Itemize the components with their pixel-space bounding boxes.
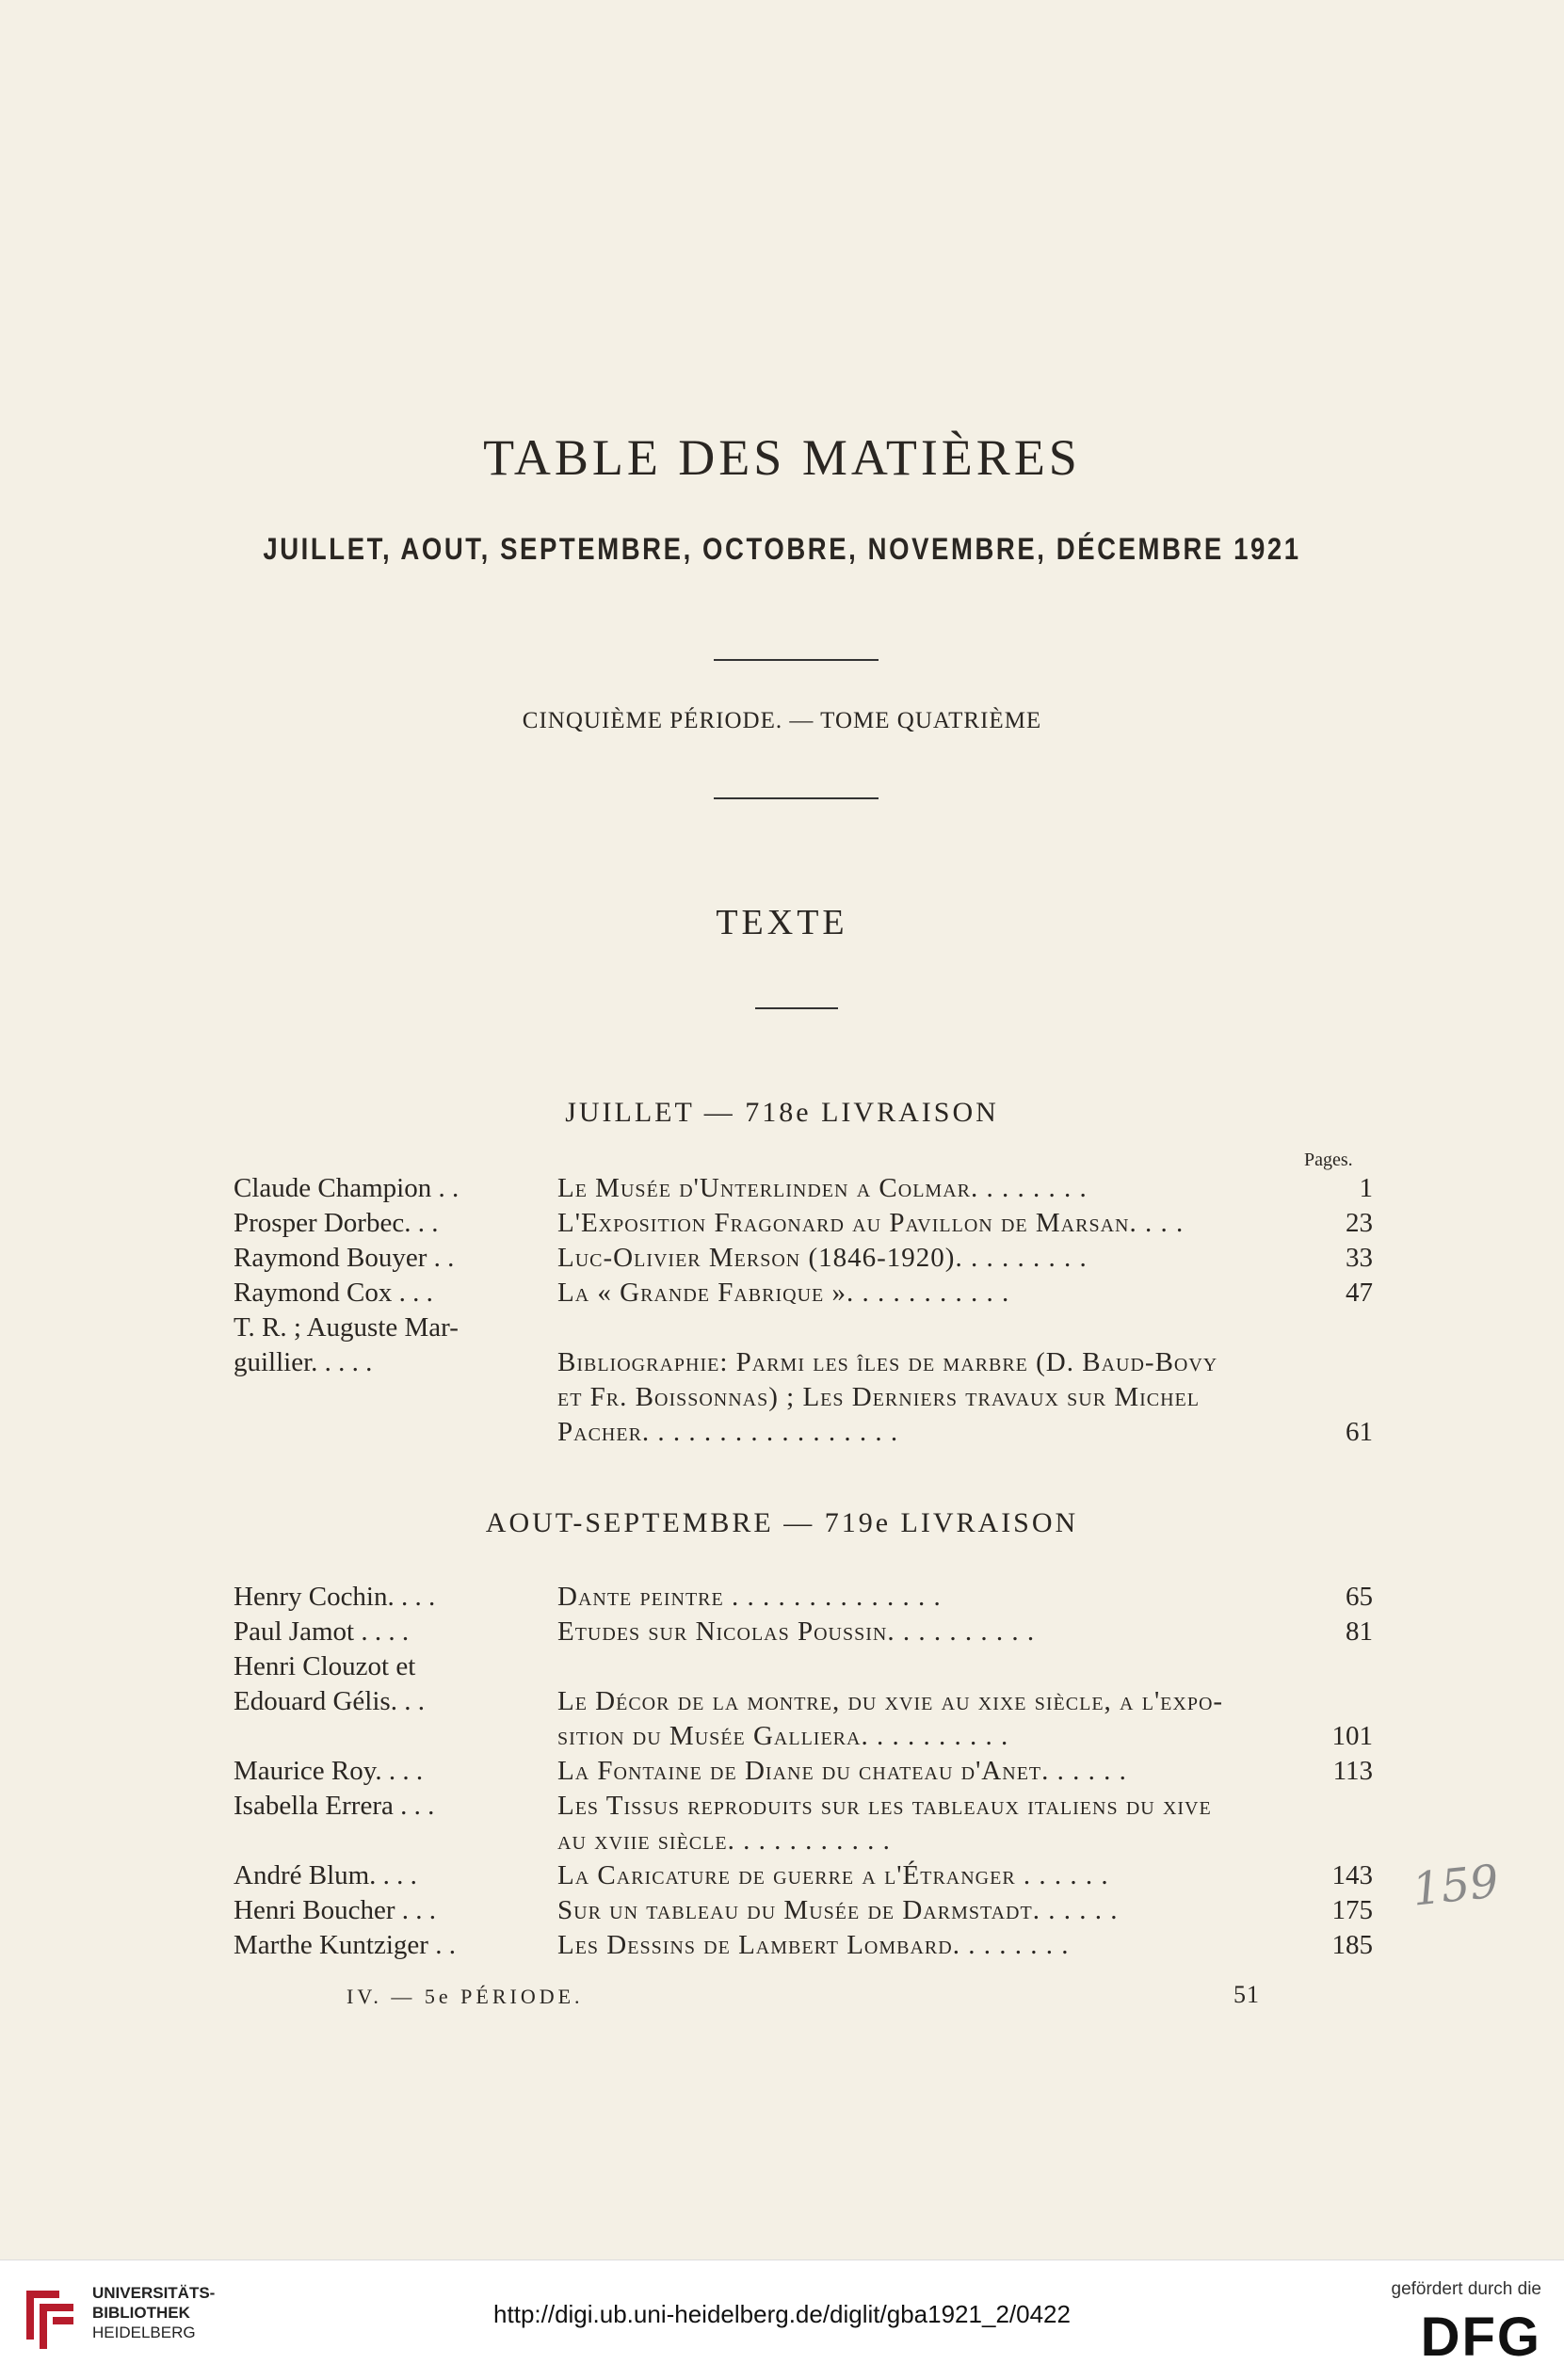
institution-line: BIBLIOTHEK	[92, 2304, 190, 2322]
page-number: 33	[1346, 1243, 1373, 1273]
page-number: 101	[1331, 1721, 1373, 1751]
author-name: Raymond Cox . . .	[234, 1278, 433, 1308]
page-number: 47	[1346, 1278, 1373, 1308]
author-name: Claude Champion . .	[234, 1173, 460, 1203]
pencil-annotation: 159	[1410, 1855, 1502, 1917]
author-name: Henry Cochin. . . .	[234, 1582, 436, 1612]
author-name: Marthe Kuntziger . .	[234, 1930, 456, 1960]
dfg-logo: DFG	[1420, 2307, 1541, 2368]
author-name: Edouard Gélis. . .	[234, 1686, 425, 1716]
article-title: L'Exposition Fragonard au Pavillon de Marsan. . . .	[557, 1208, 1185, 1238]
page-number: 1	[1359, 1173, 1373, 1203]
page-number: 61	[1346, 1417, 1373, 1447]
article-title: La Caricature de guerre a l'Étranger . . . . . .	[557, 1860, 1109, 1890]
page-number: 65	[1346, 1582, 1373, 1612]
page-number: 175	[1331, 1895, 1373, 1925]
article-title: Etudes sur Nicolas Poussin. . . . . . . . . .	[557, 1616, 1036, 1647]
institution-line: UNIVERSITÄTS-	[92, 2284, 216, 2302]
article-title: Les Dessins de Lambert Lombard. . . . . . . .	[557, 1930, 1070, 1960]
article-title: Le Musée d'Unterlinden a Colmar. . . . . . . .	[557, 1173, 1088, 1203]
article-title: Le Décor de la montre, du xvie au xixe siècle, a l'expo-	[557, 1686, 1224, 1716]
section-heading-aout-septembre: AOUT-SEPTEMBRE — 719e LIVRAISON	[485, 1507, 1079, 1538]
months-subtitle: JUILLET, AOUT, SEPTEMBRE, OCTOBRE, NOVEMBRE, DÉCEMBRE 1921	[263, 532, 1301, 566]
institution-line: HEIDELBERG	[92, 2324, 196, 2341]
article-title: Bibliographie: Parmi les îles de marbre (D. Baud-Bovy	[557, 1347, 1218, 1377]
section-heading-juillet: JUILLET — 718e LIVRAISON	[565, 1097, 999, 1128]
sheet-number: 51	[1233, 1981, 1260, 2008]
page-number: 143	[1331, 1860, 1373, 1890]
author-name: Raymond Bouyer . .	[234, 1243, 455, 1273]
page-number: 185	[1331, 1930, 1373, 1960]
author-name: Prosper Dorbec. . .	[234, 1208, 439, 1238]
author-name: T. R. ; Auguste Mar-	[234, 1312, 459, 1343]
article-title: Pacher. . . . . . . . . . . . . . . . .	[557, 1417, 899, 1447]
article-title: La Fontaine de Diane du chateau d'Anet. . . . . .	[557, 1756, 1127, 1786]
author-name: Isabella Errera . . .	[234, 1791, 435, 1821]
author-name: Paul Jamot . . . .	[234, 1616, 410, 1647]
pages-column-label: Pages.	[1304, 1150, 1353, 1170]
author-name: André Blum. . . .	[234, 1860, 417, 1890]
divider	[714, 659, 879, 661]
article-title: La « Grande Fabrique ». . . . . . . . . . .	[557, 1278, 1010, 1308]
author-name: Henri Clouzot et	[234, 1651, 416, 1681]
author-name: guillier. . . . .	[234, 1347, 373, 1377]
permalink-url[interactable]: http://digi.ub.uni-heidelberg.de/diglit/gba1921_2/0422	[493, 2300, 1071, 2328]
article-title: Dante peintre . . . . . . . . . . . . . .	[557, 1582, 942, 1612]
article-title: et Fr. Boissonnas) ; Les Derniers travaux sur Michel	[557, 1382, 1200, 1412]
author-name: Maurice Roy. . . .	[234, 1756, 424, 1786]
article-title: sition du Musée Galliera. . . . . . . . . .	[557, 1721, 1009, 1751]
viewer-footer-bar	[0, 2259, 1564, 2380]
divider	[714, 797, 879, 799]
divider	[755, 1007, 838, 1009]
page-title: TABLE DES MATIÈRES	[483, 429, 1081, 486]
period-line: CINQUIÈME PÉRIODE. — TOME QUATRIÈME	[522, 708, 1042, 733]
section-title-texte: TEXTE	[716, 903, 848, 942]
page-number: 23	[1346, 1208, 1373, 1238]
article-title: au xviie siècle. . . . . . . . . . .	[557, 1825, 891, 1856]
page-number: 81	[1346, 1616, 1373, 1647]
article-title: Luc-Olivier Merson (1846-1920). . . . . . . . .	[557, 1243, 1088, 1273]
funding-text: gefördert durch die	[1391, 2279, 1541, 2299]
article-title: Les Tissus reproduits sur les tableaux italiens du xive	[557, 1791, 1212, 1821]
signature-mark: IV. — 5e PÉRIODE.	[347, 1985, 584, 2008]
page-number: 113	[1332, 1756, 1373, 1786]
article-title: Sur un tableau du Musée de Darmstadt. . . . . .	[557, 1895, 1119, 1925]
author-name: Henri Boucher . . .	[234, 1895, 437, 1925]
